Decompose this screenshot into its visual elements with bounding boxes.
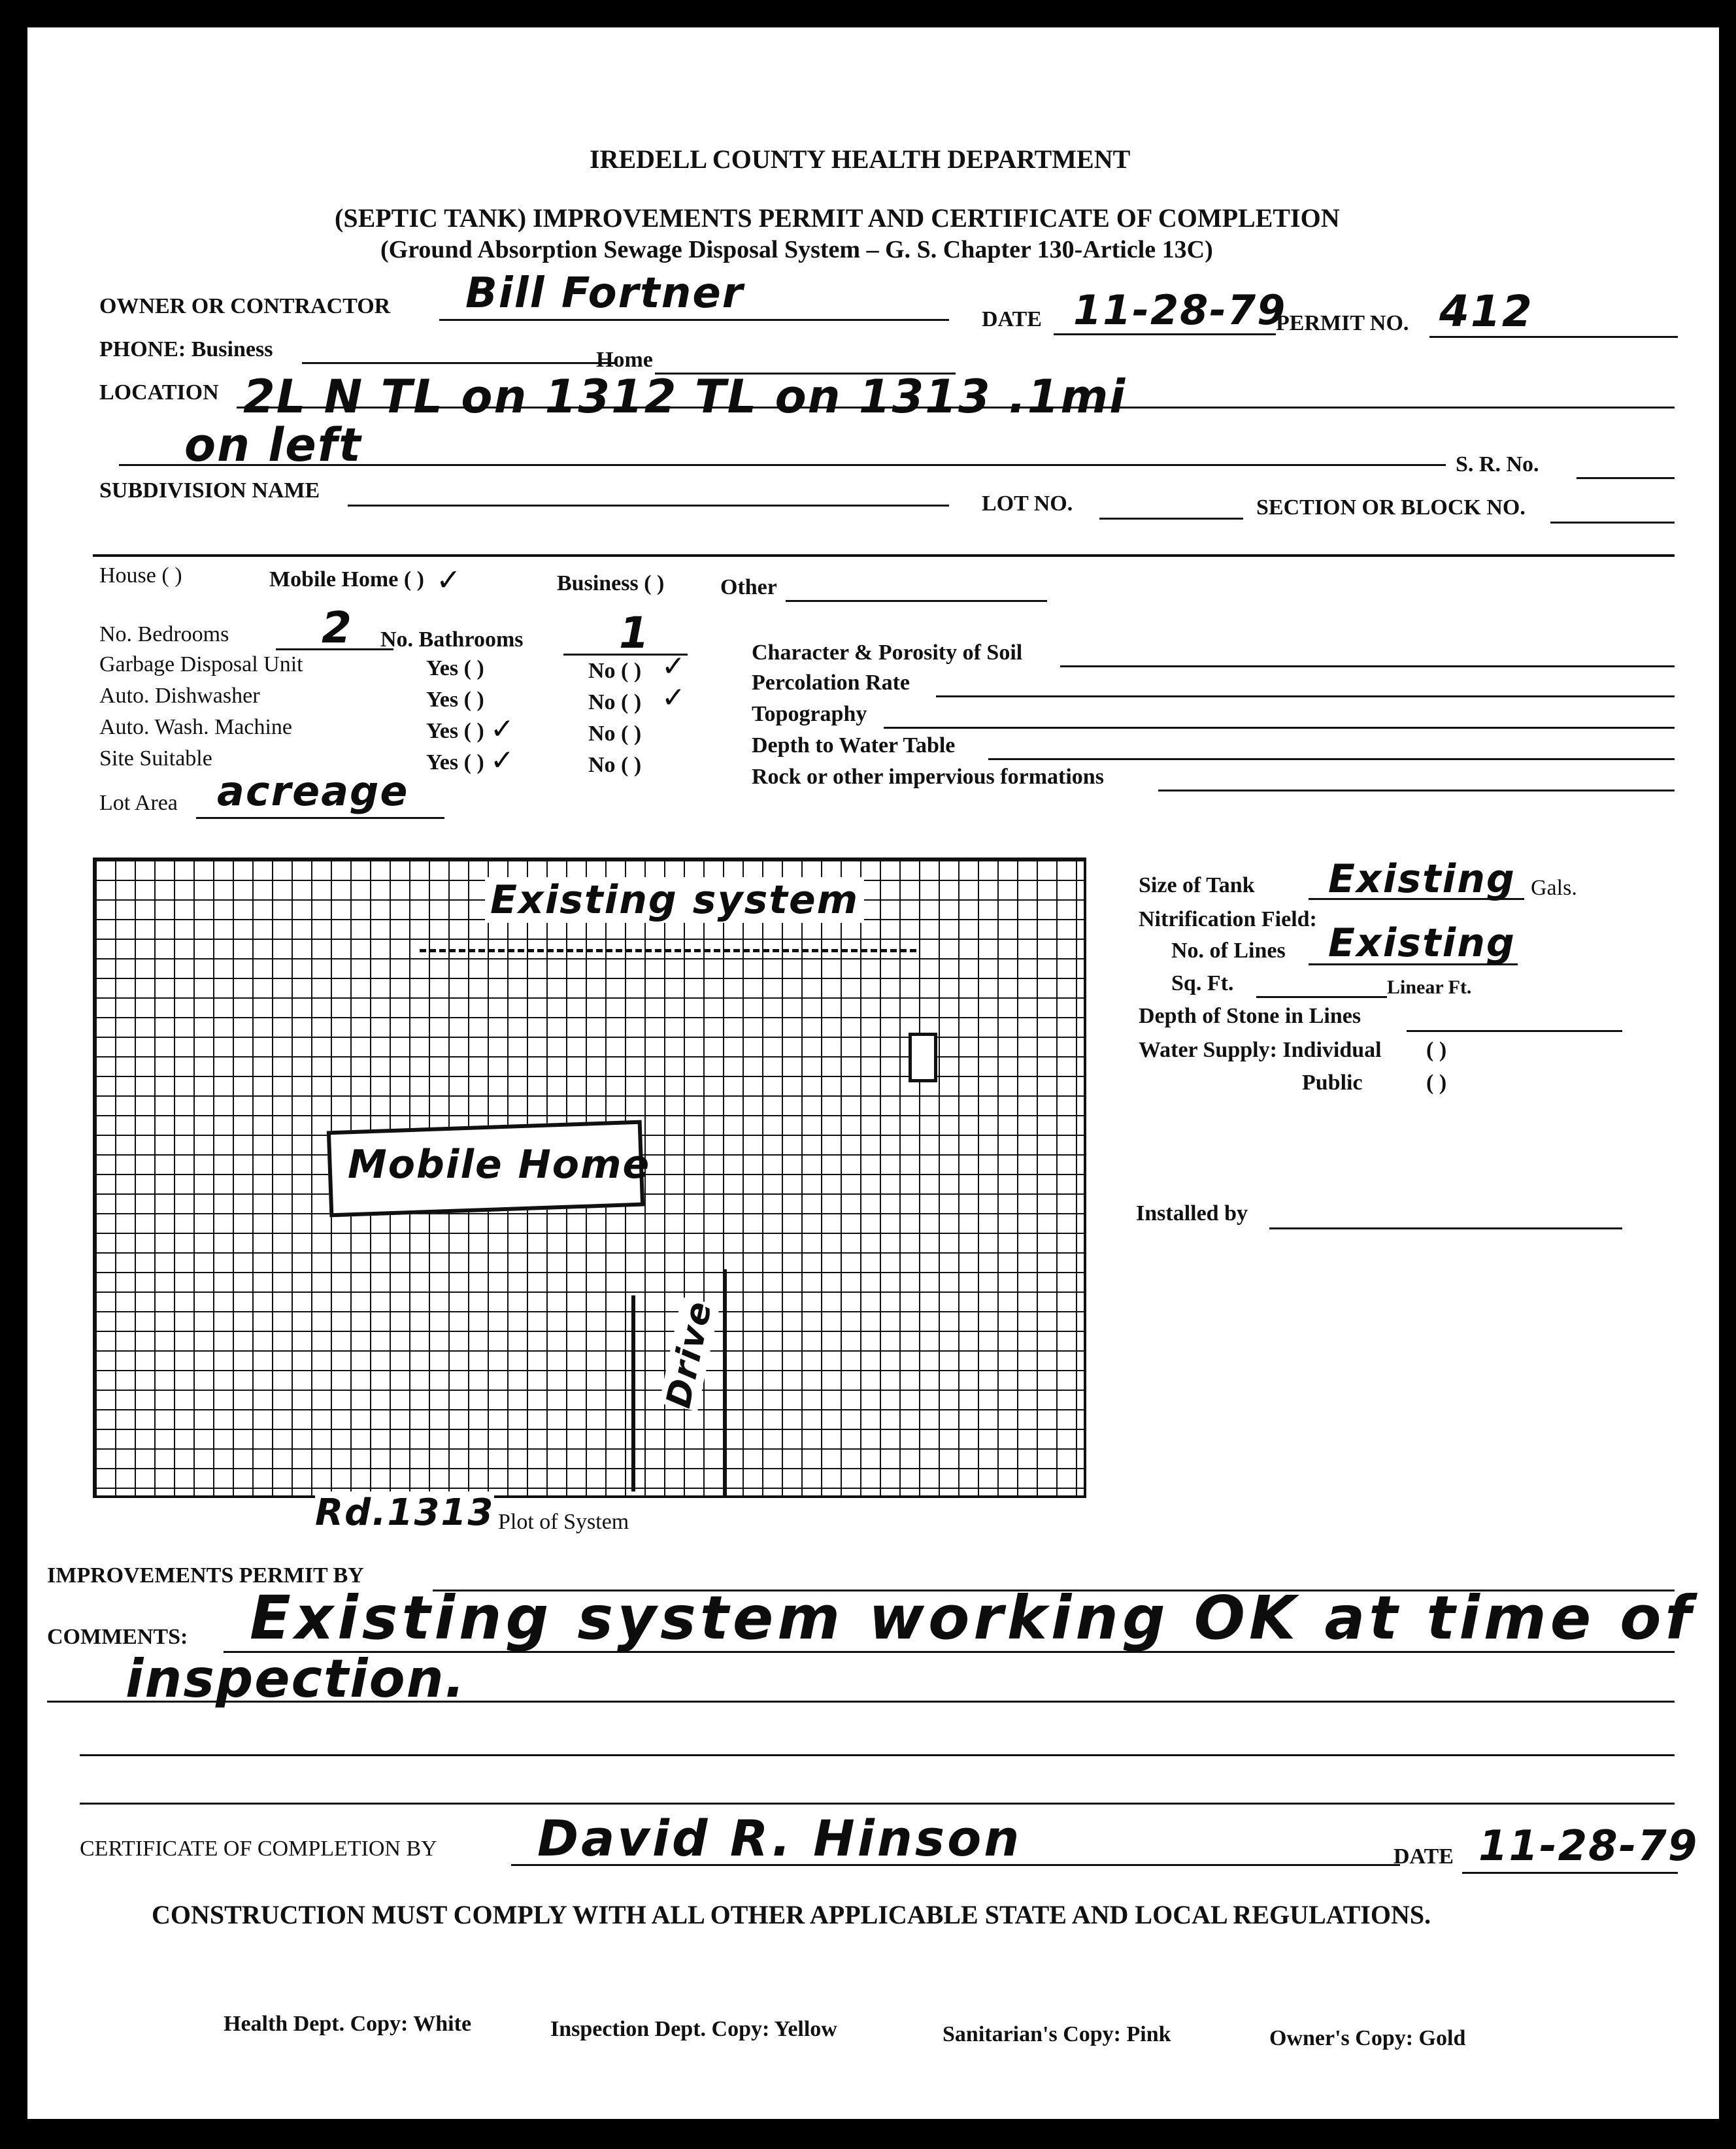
copy-health-dept: Health Dept. Copy: White	[224, 2012, 472, 2036]
bedrooms-label: No. Bedrooms	[99, 622, 229, 646]
comments-value-2: inspection.	[125, 1648, 466, 1709]
certificate-date-label: DATE	[1394, 1844, 1454, 1869]
permit-form	[27, 27, 1719, 2119]
water-table-label: Depth to Water Table	[752, 733, 956, 758]
water-supply-public-label: Public	[1302, 1071, 1363, 1095]
mobile-home-option: Mobile Home ( )	[269, 567, 424, 591]
lot-area-label: Lot Area	[99, 791, 178, 815]
site-suitable-no: No ( )	[588, 753, 642, 777]
garbage-disposal-check: ✓	[661, 650, 687, 683]
section-block-label: SECTION OR BLOCK NO.	[1256, 495, 1526, 520]
dishwasher-yes: Yes ( )	[426, 688, 484, 712]
compliance-notice: CONSTRUCTION MUST COMPLY WITH ALL OTHER APPLICABLE STATE AND LOCAL REGULATIONS.	[152, 1900, 1431, 1929]
plot-drive-left	[631, 1295, 635, 1491]
site-suitable-label: Site Suitable	[99, 746, 212, 771]
lot-no-line	[1099, 518, 1243, 520]
divider-line	[93, 554, 1675, 557]
certificate-signature: David R. Hinson	[537, 1809, 1022, 1867]
comments-label: COMMENTS:	[47, 1625, 188, 1649]
sqft-label: Sq. Ft.	[1171, 971, 1234, 995]
mobile-home-check: ✓	[436, 562, 463, 597]
wash-machine-yes: Yes ( )	[426, 719, 484, 743]
water-supply-individual-box: ( )	[1426, 1038, 1447, 1062]
tank-gals-label: Gals.	[1531, 876, 1577, 900]
water-supply-label: Water Supply: Individual	[1139, 1038, 1382, 1062]
location-label: LOCATION	[99, 380, 219, 405]
wash-machine-no: No ( )	[588, 722, 642, 746]
phone-business-line	[302, 362, 616, 364]
site-suitable-yes: Yes ( )	[426, 750, 484, 775]
comments-value-1: Existing system working OK at time of	[250, 1583, 1695, 1653]
garbage-disposal-label: Garbage Disposal Unit	[99, 652, 303, 676]
form-title: (SEPTIC TANK) IMPROVEMENTS PERMIT AND CERTIFICATE OF COMPLETION	[335, 203, 1340, 233]
wash-machine-check: ✓	[490, 712, 516, 746]
plot-drive-right	[723, 1269, 727, 1498]
sr-no-label: S. R. No.	[1456, 452, 1539, 476]
rock-line	[1158, 790, 1675, 791]
stone-depth-label: Depth of Stone in Lines	[1139, 1004, 1361, 1028]
improvements-label: IMPROVEMENTS PERMIT BY	[47, 1563, 364, 1588]
date-value: 11-28-79	[1073, 286, 1287, 334]
linear-ft-label: Linear Ft.	[1387, 976, 1472, 998]
agency-heading: IREDELL COUNTY HEALTH DEPARTMENT	[590, 144, 1131, 174]
percolation-label: Percolation Rate	[752, 671, 910, 695]
subdivision-label: SUBDIVISION NAME	[99, 478, 320, 503]
permit-value: 412	[1439, 286, 1533, 337]
phone-business-label: PHONE: Business	[99, 337, 273, 361]
date-label: DATE	[982, 307, 1042, 331]
nitrification-label: Nitrification Field:	[1139, 907, 1317, 931]
soil-porosity-line	[1060, 665, 1675, 667]
water-table-line	[988, 758, 1675, 760]
copy-inspection-dept: Inspection Dept. Copy: Yellow	[550, 2017, 837, 2041]
plot-caption: Plot of System	[498, 1510, 629, 1534]
dishwasher-check: ✓	[661, 681, 687, 714]
form-subtitle: (Ground Absorption Sewage Disposal System – G. S. Chapter 130-Article 13C)	[380, 236, 1213, 263]
site-suitable-check: ✓	[490, 744, 516, 777]
dishwasher-no: No ( )	[588, 690, 642, 714]
topography-label: Topography	[752, 702, 867, 726]
certificate-date-value: 11-28-79	[1478, 1822, 1699, 1871]
location-value-2: on left	[184, 418, 362, 472]
plot-existing-label: Existing system	[485, 877, 864, 923]
certificate-date-line	[1462, 1872, 1678, 1874]
location-value-1: 2L N TL on 1312 TL on 1313 .1mi	[243, 370, 1127, 424]
dishwasher-label: Auto. Dishwasher	[99, 684, 260, 708]
tank-size-value: Existing	[1328, 856, 1516, 902]
permit-label: PERMIT NO.	[1276, 311, 1409, 335]
percolation-line	[936, 695, 1675, 697]
other-option: Other	[720, 575, 777, 599]
garbage-disposal-yes: Yes ( )	[426, 656, 484, 680]
bathrooms-label: No. Bathrooms	[380, 627, 524, 652]
section-block-line	[1550, 522, 1675, 524]
plot-tank-mark	[909, 1033, 937, 1082]
installed-by-line	[1269, 1227, 1622, 1229]
house-option: House ( )	[99, 563, 182, 588]
garbage-disposal-no: No ( )	[588, 659, 642, 683]
water-supply-public-box: ( )	[1426, 1071, 1447, 1095]
business-option: Business ( )	[557, 571, 665, 595]
sqft-line	[1256, 996, 1387, 998]
lot-area-value: acreage	[217, 767, 409, 815]
bedrooms-value: 2	[322, 603, 353, 653]
phone-home-label: Home	[596, 348, 653, 372]
comments-line-3	[80, 1754, 1675, 1756]
lot-no-label: LOT NO.	[982, 491, 1073, 516]
plot-mobile-home-label: Mobile Home	[348, 1142, 651, 1188]
certificate-label: CERTIFICATE OF COMPLETION BY	[80, 1837, 437, 1861]
topography-line	[884, 727, 1675, 729]
wash-machine-label: Auto. Wash. Machine	[99, 715, 293, 739]
no-of-lines-value: Existing	[1328, 920, 1516, 966]
plot-existing-dash	[420, 949, 916, 952]
copy-sanitarian: Sanitarian's Copy: Pink	[943, 2022, 1171, 2046]
stone-depth-line	[1407, 1030, 1622, 1032]
copy-owner: Owner's Copy: Gold	[1269, 2026, 1466, 2050]
rock-label: Rock or other impervious formations	[752, 765, 1104, 789]
owner-label: OWNER OR CONTRACTOR	[99, 294, 391, 318]
plot-road-label: Rd.1313	[315, 1491, 495, 1534]
other-line	[786, 600, 1047, 602]
owner-line	[439, 319, 949, 321]
bathrooms-value: 1	[619, 608, 650, 658]
owner-value: Bill Fortner	[465, 269, 744, 318]
plot-drive-label: Drive	[659, 1297, 720, 1412]
comments-line-4	[80, 1803, 1675, 1805]
no-of-lines-label: No. of Lines	[1171, 939, 1286, 963]
subdivision-line	[348, 505, 949, 507]
soil-porosity-label: Character & Porosity of Soil	[752, 641, 1023, 665]
installed-by-label: Installed by	[1136, 1201, 1248, 1225]
tank-size-label: Size of Tank	[1139, 873, 1255, 897]
sr-no-line	[1577, 477, 1675, 479]
lot-area-line	[196, 817, 444, 819]
